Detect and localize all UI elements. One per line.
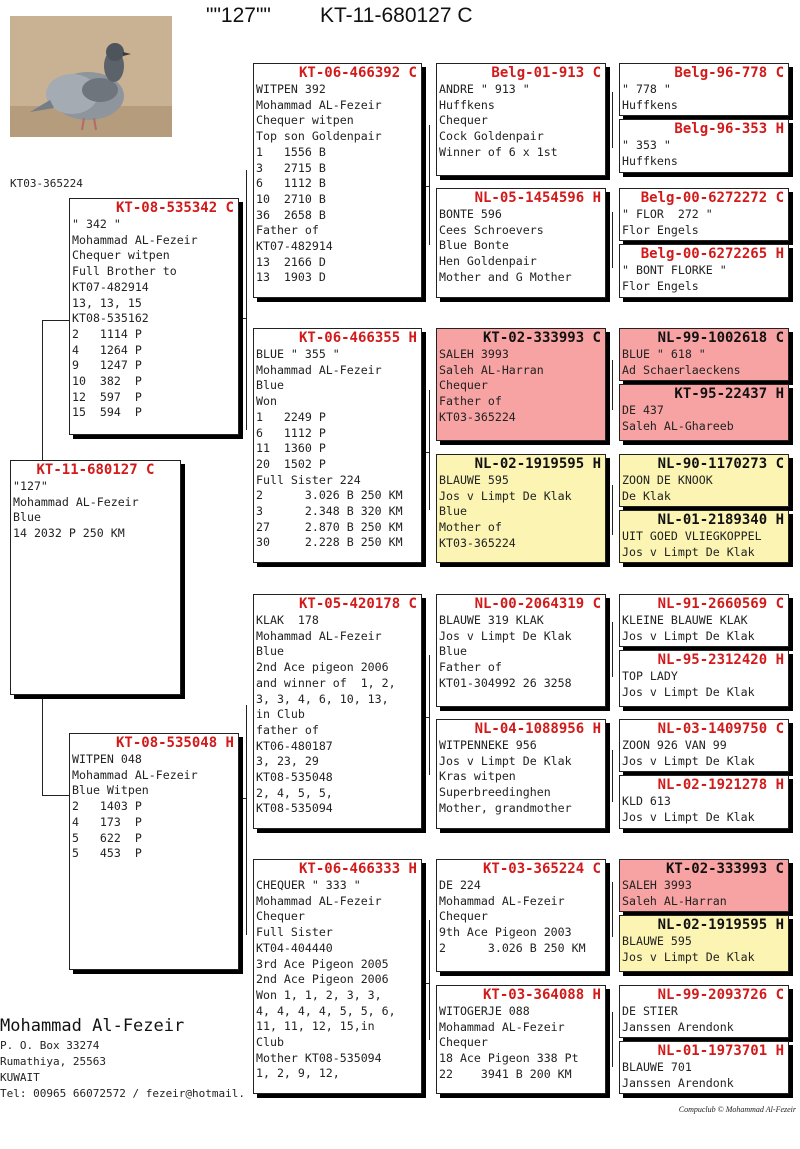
connector-line xyxy=(246,705,247,935)
ring-number: KT-06-466355 H xyxy=(298,330,417,346)
connector-line xyxy=(421,717,430,718)
g5-card-1 xyxy=(619,63,789,116)
footer-credit: Compuclub © Mohammad Al-Fezeir xyxy=(678,1105,796,1114)
subject-pigeon-card xyxy=(10,460,181,695)
pigeon-details: SALEH 3993 Saleh AL-Harran Chequer Father of KT03-365224 xyxy=(439,347,544,424)
pigeon-details: "127" Mohammad AL-Fezeir Blue 14 2032 P 250 KM xyxy=(13,479,139,541)
owner-name: Mohammad Al-Fezeir xyxy=(0,1016,185,1036)
ring-number: KT-03-364088 H xyxy=(482,987,601,1003)
pigeon-details: BLAUWE 319 KLAK Jos v Limpt De Klak Blue Father of KT01-304992 26 3258 xyxy=(439,613,572,690)
g5-card-5 xyxy=(619,328,789,381)
g5-card-6 xyxy=(619,384,789,441)
pigeon-details: ZOON 926 VAN 99 Jos v Limpt De Klak xyxy=(622,738,755,768)
sire-sire-card xyxy=(253,63,422,298)
pigeon-details: KLD 613 Jos v Limpt De Klak xyxy=(622,794,755,824)
ring-number: NL-01-1973701 H xyxy=(657,1043,784,1059)
connector-line xyxy=(612,212,613,268)
photo-caption: KT03-365224 xyxy=(10,177,83,190)
connector-line xyxy=(42,320,43,460)
sire-dam-card xyxy=(253,328,422,563)
pigeon-name-title: ""127"" xyxy=(206,4,271,27)
pigeon-details: BLUE " 618 " Ad Schaerlaeckens xyxy=(622,347,741,377)
pigeon-details: WITPENNEKE 956 Jos v Limpt De Klak Kras witpen Superbreedinghen Mother, grandmother xyxy=(439,738,572,815)
ring-number: KT-06-466333 H xyxy=(298,861,417,877)
pigeon-details: BLUE " 355 " Mohammad AL-Fezeir Blue Won 1 2249 P 6 1112 P 11 1360 P 20 1502 P Full Sister 224 2 3.026 B 250 KM 3 2.348 B 320 KM 27 2.870 B 250 KM 30 2.228 B 250 KM xyxy=(256,347,403,550)
pigeon-details: WITPEN 048 Mohammad AL-Fezeir Blue Witpen 2 1403 P 4 173 P 5 622 P 5 453 P xyxy=(72,752,198,861)
ddd-card xyxy=(436,985,606,1094)
pigeon-details: ZOON DE KNOOK De Klak xyxy=(622,473,713,503)
connector-line xyxy=(429,920,430,1040)
pigeon-details: DE 224 Mohammad AL-Fezeir Chequer 9th Ace Pigeon 2003 2 3.026 B 250 KM xyxy=(439,878,586,955)
dds-card xyxy=(436,859,606,972)
owner-contact-line: Tel: 00965 66072572 / fezeir@hotmail. xyxy=(0,1087,246,1100)
g5-card-11 xyxy=(619,719,789,772)
g5-card-16 xyxy=(619,1041,789,1094)
pigeon-details: DE 437 Saleh AL-Ghareeb xyxy=(622,403,734,433)
pigeon-details: TOP LADY Jos v Limpt De Klak xyxy=(622,669,755,699)
dss-card xyxy=(436,594,606,707)
ring-number: NL-91-2660569 C xyxy=(657,596,784,612)
g5-card-14 xyxy=(619,915,789,972)
g5-card-4 xyxy=(619,244,789,298)
g5-card-10 xyxy=(619,650,789,707)
g5-card-15 xyxy=(619,985,789,1038)
ring-number: KT-05-420178 C xyxy=(298,596,417,612)
owner-address-line: Rumathiya, 25563 xyxy=(0,1055,106,1068)
ring-number: KT-06-466392 C xyxy=(298,65,417,81)
ring-number: NL-99-2093726 C xyxy=(657,987,784,1003)
ring-number: KT-08-535342 C xyxy=(115,200,234,216)
connector-line xyxy=(429,125,430,245)
ring-number: KT-95-22437 H xyxy=(674,386,784,402)
pigeon-details: BONTE 596 Cees Schroevers Blue Bonte Hen Goldenpair Mother and G Mother xyxy=(439,207,572,284)
connector-line xyxy=(421,186,430,187)
connector-line xyxy=(246,170,247,430)
ring-number: Belg-01-913 C xyxy=(491,65,601,81)
pigeon-details: WITPEN 392 Mohammad AL-Fezeir Chequer witpen Top son Goldenpair 1 1556 B 3 2715 B 6 1112 B 10 2710 B 36 2658 B Father of KT07-482914 13 2166 D 13 1903 D xyxy=(256,82,382,285)
ring-number: KT-02-333993 C xyxy=(482,330,601,346)
dsd-card xyxy=(436,719,606,829)
sdd-card xyxy=(436,454,606,563)
connector-line xyxy=(42,795,70,796)
ring-number: NL-01-2189340 H xyxy=(657,512,784,528)
ring-number: NL-04-1088956 H xyxy=(474,721,601,737)
g5-card-2 xyxy=(619,119,789,173)
connector-line xyxy=(238,318,247,319)
connector-line xyxy=(429,655,430,775)
sds-card xyxy=(436,328,606,441)
pigeon-details: BLAUWE 595 Jos v Limpt De Klak Blue Mother of KT03-365224 xyxy=(439,473,572,550)
connector-line xyxy=(429,390,430,510)
connector-line xyxy=(421,452,430,453)
pigeon-details: BLAUWE 595 Jos v Limpt De Klak xyxy=(622,934,755,964)
ring-number: NL-99-1002618 C xyxy=(657,330,784,346)
connector-line xyxy=(612,882,613,937)
ring-number: KT-03-365224 C xyxy=(482,861,601,877)
pigeon-ring-title: KT-11-680127 C xyxy=(320,4,473,27)
ring-number: NL-02-1921278 H xyxy=(657,777,784,793)
owner-address-line: KUWAIT xyxy=(0,1071,40,1084)
connector-line xyxy=(42,695,43,795)
pigeon-details: " 342 " Mohammad AL-Fezeir Chequer witpen Full Brother to KT07-482914 13, 13, 15 KT08-535162 2 1114 P 4 1264 P 9 1247 P 10 382 P 12 597 P 15 594 P xyxy=(72,217,198,420)
ring-number: KT-08-535048 H xyxy=(115,735,234,751)
pigeon-details: " 778 " Huffkens xyxy=(622,82,678,112)
dam-dam-card xyxy=(253,859,422,1094)
connector-line xyxy=(612,360,613,410)
ring-number: NL-02-1919595 H xyxy=(657,917,784,933)
pigeon-details: UIT GOED VLIEGKOPPEL Jos v Limpt De Klak xyxy=(622,529,762,559)
ring-number: NL-05-1454596 H xyxy=(474,190,601,206)
ring-number: Belg-00-6272265 H xyxy=(640,246,784,262)
connector-line xyxy=(612,622,613,677)
pigeon-details: " 353 " Huffkens xyxy=(622,138,678,168)
sss-card xyxy=(436,63,606,176)
connector-line xyxy=(612,92,613,148)
pigeon-details: SALEH 3993 Saleh AL-Harran xyxy=(622,878,727,908)
pigeon-details: WITOGERJE 088 Mohammad AL-Fezeir Chequer 18 Ace Pigeon 338 Pt 22 3941 B 200 KM xyxy=(439,1004,579,1081)
g5-card-12 xyxy=(619,775,789,829)
sire-card xyxy=(69,198,239,435)
pigeon-details: BLAUWE 701 Janssen Arendonk xyxy=(622,1060,734,1090)
pigeon-photo xyxy=(10,16,172,137)
ring-number: NL-02-1919595 H xyxy=(474,456,601,472)
ring-number: NL-03-1409750 C xyxy=(657,721,784,737)
pigeon-details: ANDRE " 913 " Huffkens Chequer Cock Goldenpair Winner of 6 x 1st xyxy=(439,82,558,159)
g5-card-7 xyxy=(619,454,789,507)
ring-number: NL-90-1170273 C xyxy=(657,456,784,472)
ring-number: NL-00-2064319 C xyxy=(474,596,601,612)
g5-card-3 xyxy=(619,188,789,241)
connector-line xyxy=(612,1012,613,1067)
pigeon-details: KLAK 178 Mohammad AL-Fezeir Blue 2nd Ace pigeon 2006 and winner of 1, 2, 3, 3, 4, 6, 10, 13, in Club father of KT06-480187 3, 23, 29 KT08-535048 2, 4, 5, 5, KT08-535094 xyxy=(256,613,396,816)
pigeon-details: KLEINE BLAUWE KLAK Jos v Limpt De Klak xyxy=(622,613,755,643)
ring-number: KT-11-680127 C xyxy=(36,462,155,478)
dam-card xyxy=(69,733,239,970)
pigeon-details: CHEQUER " 333 " Mohammad AL-Fezeir Chequer Full Sister KT04-404440 3rd Ace Pigeon 2005 2nd Ace Pigeon 2006 Won 1, 1, 2, 3, 3, 4, 4, 4, 4, 5, 5, 6, 11, 11, 12, 15,in Club Mother KT08-535094 1, 2, 9, 12, xyxy=(256,878,396,1081)
connector-line xyxy=(612,485,613,535)
dam-sire-card xyxy=(253,594,422,829)
pigeon-details: " BONT FLORKE " Flor Engels xyxy=(622,263,727,293)
ring-number: Belg-00-6272272 C xyxy=(640,190,784,206)
g5-card-9 xyxy=(619,594,789,647)
g5-card-8 xyxy=(619,510,789,563)
g5-card-13 xyxy=(619,859,789,912)
ring-number: NL-95-2312420 H xyxy=(657,652,784,668)
connector-line xyxy=(42,320,70,321)
connector-line xyxy=(238,798,247,799)
owner-address-line: P. O. Box 33274 xyxy=(0,1039,100,1052)
connector-line xyxy=(612,750,613,802)
ring-number: KT-02-333993 C xyxy=(665,861,784,877)
ring-number: Belg-96-353 H xyxy=(674,121,784,137)
ring-number: Belg-96-778 C xyxy=(674,65,784,81)
ssd-card xyxy=(436,188,606,298)
pigeon-details: DE STIER Janssen Arendonk xyxy=(622,1004,734,1034)
pigeon-details: " FLOR 272 " Flor Engels xyxy=(622,207,713,237)
connector-line xyxy=(421,983,430,984)
